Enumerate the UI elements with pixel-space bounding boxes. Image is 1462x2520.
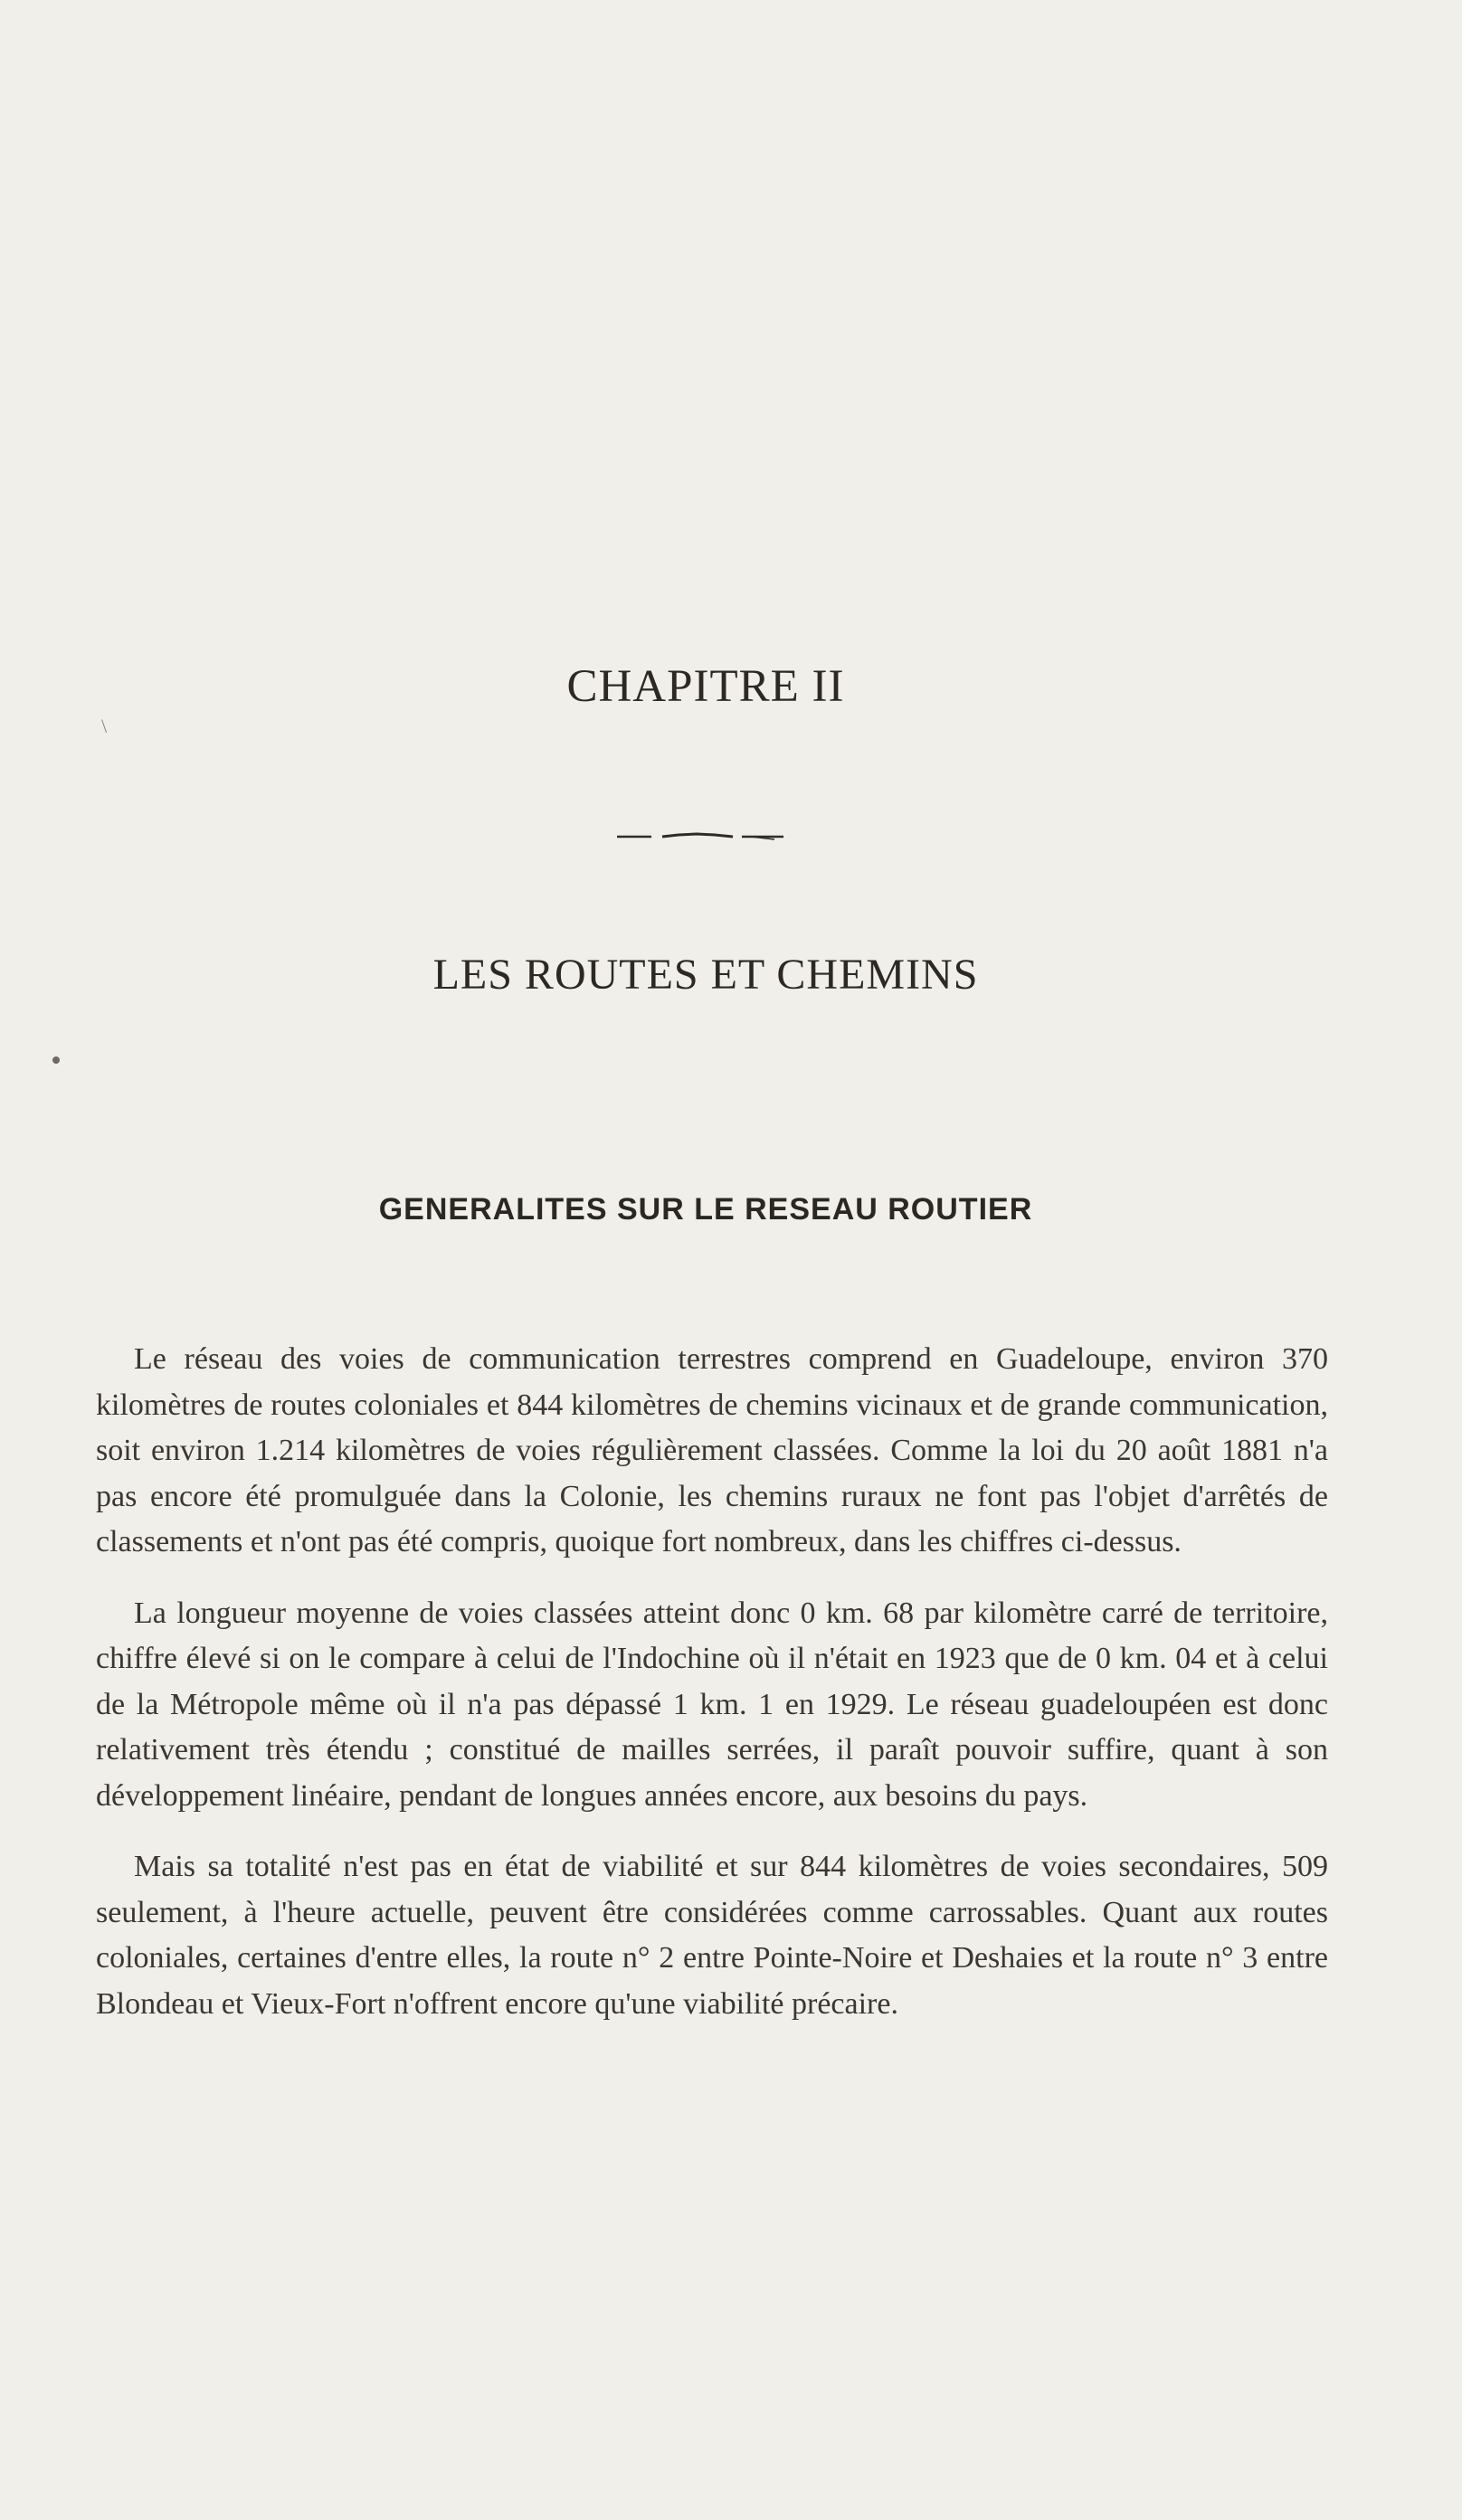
chapter-heading: CHAPITRE II bbox=[566, 661, 845, 712]
ornament-divider-icon bbox=[615, 830, 787, 843]
paragraph: La longueur moyenne de voies classées atteint donc 0 km. 68 par kilomètre carré de territoire, chiffre élevé si on le compare à celui de l'Indochine où il n'était en 1923 que de 0 km. 04 et à celui de la Métropole même où il n'a pas dépassé 1 km. 1 en 1929. Le réseau guadeloupéen est donc relativement très étendu ; constitué de mailles serrées, il paraît pouvoir suffire, quant à son développement linéaire, pendant de longues années encore, aux besoins du pays. bbox=[96, 1596, 1328, 1813]
ink-dot bbox=[52, 1056, 60, 1064]
body-text bbox=[96, 1337, 1328, 2052]
stray-mark: \ bbox=[101, 715, 108, 737]
paragraph: Le réseau des voies de communication terrestres comprend en Guadeloupe, environ 370 kilomètres de routes coloniales et 844 kilomètres de chemins vicinaux et de grande communication, soit environ 1.214 kilomètres de voies régulièrement classées. Comme la loi du 20 août 1881 n'a pas encore été promulguée dans la Colonie, les chemins ruraux ne font pas l'objet d'arrêtés de classements et n'ont pas été compris, quoique fort nombreux, dans les chiffres ci-dessus. bbox=[96, 1342, 1328, 1558]
paragraph: Mais sa totalité n'est pas en état de viabilité et sur 844 kilomètres de voies secondaires, 509 seulement, à l'heure actuelle, peuvent être considérées comme carrossables. Quant aux routes coloniales, certaines d'entre elles, la route n° 2 entre Pointe-Noire et Deshaies et la route n° 3 entre Blondeau et Vieux-Fort n'offrent encore qu'une viabilité précaire. bbox=[96, 1850, 1328, 2021]
section-heading: GENERALITES SUR LE RESEAU ROUTIER bbox=[378, 1192, 1033, 1227]
chapter-title: LES ROUTES ET CHEMINS bbox=[432, 951, 979, 999]
